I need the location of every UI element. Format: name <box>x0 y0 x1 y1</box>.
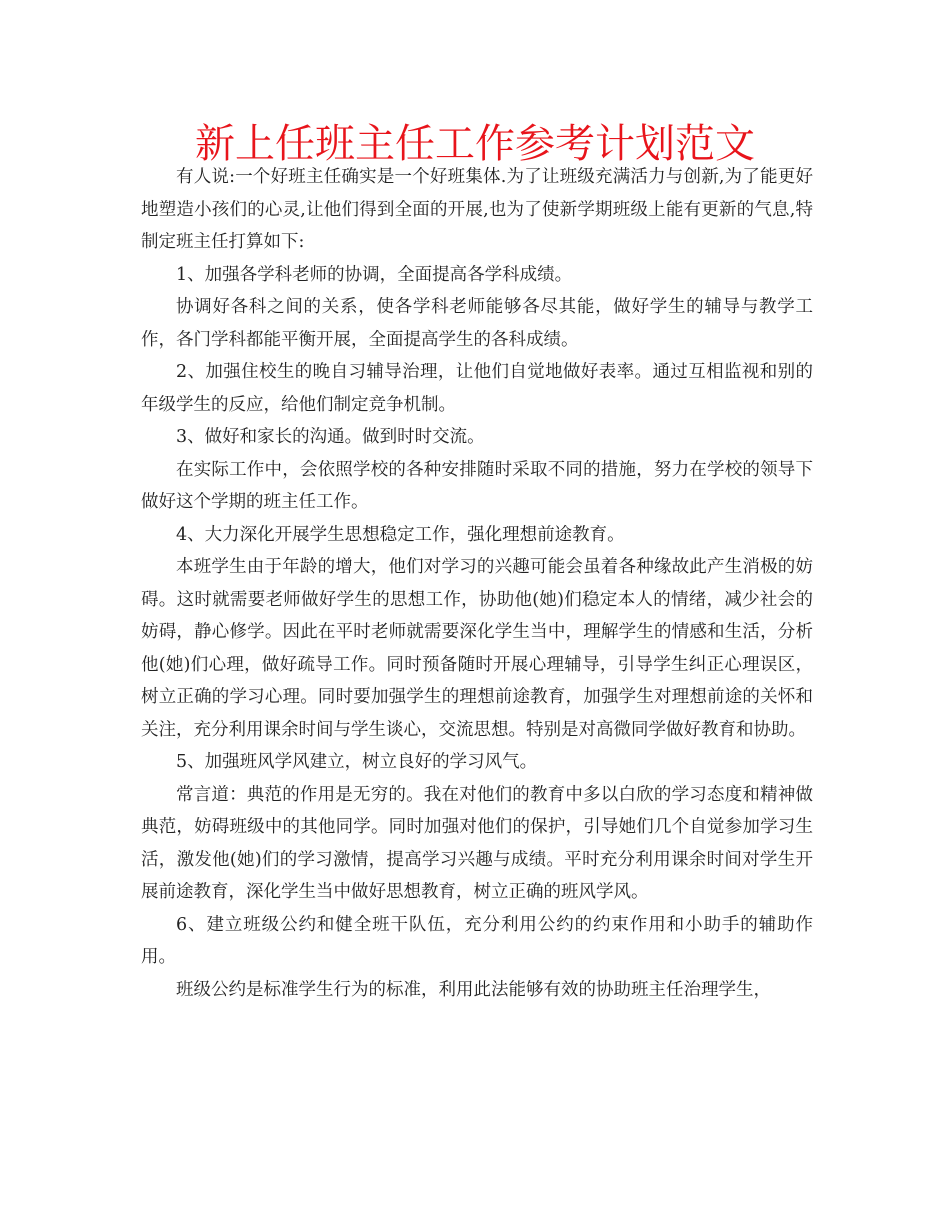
paragraph-heading-2: 2、加强住校生的晚自习辅导治理，让他们自觉地做好表率。通过互相监视和别的年级学生的反应，给他们制定竞争机制。 <box>141 362 813 415</box>
paragraph-body-1: 协调好各科之间的关系，使各学科老师能够各尽其能，做好学生的辅导与教学工作，各门学科都能平衡开展，全面提高学生的各科成绩。 <box>141 297 813 350</box>
paragraph-heading-1: 1、加强各学科老师的协调，全面提高各学科成绩。 <box>176 264 573 285</box>
paragraph-body-6: 班级公约是标准学生行为的标准，利用此法能够有效的协助班主任治理学生， <box>176 979 771 1000</box>
paragraph-body-5: 常言道：典范的作用是无穷的。我在对他们的教育中多以白欣的学习态度和精神做典范，妨碍班级中的其他同学。同时加强对他们的保护，引导她们几个自觉参加学习生活，激发他(她)们的学习激情，提高学习兴趣与成绩。平时充分利用课余时间对学生开展前途教育，深化学生当中做好思想教育，树立正确的班风学风。 <box>141 784 813 902</box>
paragraph-body-3: 在实际工作中，会依照学校的各种安排随时采取不同的措施，努力在学校的领导下做好这个学期的班主任工作。 <box>141 459 813 512</box>
paragraph-heading-6: 6、建立班级公约和健全班干队伍，充分利用公约的约束作用和小助手的辅助作用。 <box>141 914 813 967</box>
paragraph-heading-4: 4、大力深化开展学生思想稳定工作，强化理想前途教育。 <box>176 524 625 545</box>
paragraph-body-4: 本班学生由于年龄的增大，他们对学习的兴趣可能会虽着各种缘故此产生消极的妨碍。这时就需要老师做好学生的思想工作，协助他(她)们稳定本人的情绪，减少社会的妨碍，静心修学。因此在平时老师就需要深化学生当中，理解学生的情感和生活，分析他(她)们心理，做好疏导工作。同时预备随时开展心理辅导，引导学生纠正心理误区，树立正确的学习心理。同时要加强学生的理想前途教育，加强学生对理想前途的关怀和关注，充分利用课余时间与学生谈心，交流思想。特别是对高微同学做好教育和协助。 <box>141 557 813 740</box>
document-body <box>141 161 813 1006</box>
paragraph-heading-3: 3、做好和家长的沟通。做到时时交流。 <box>176 427 485 447</box>
paragraph-intro: 有人说:一个好班主任确实是一个好班集体.为了让班级充满活力与创新,为了能更好地塑造小孩们的心灵,让他们得到全面的开展,也为了使新学期班级上能有更新的气息,特制定班主任打算如下: <box>141 167 813 252</box>
document-title: 新上任班主任工作参考计划范文 <box>195 121 755 167</box>
paragraph-heading-5: 5、加强班风学风建立，树立良好的学习风气。 <box>176 752 538 772</box>
